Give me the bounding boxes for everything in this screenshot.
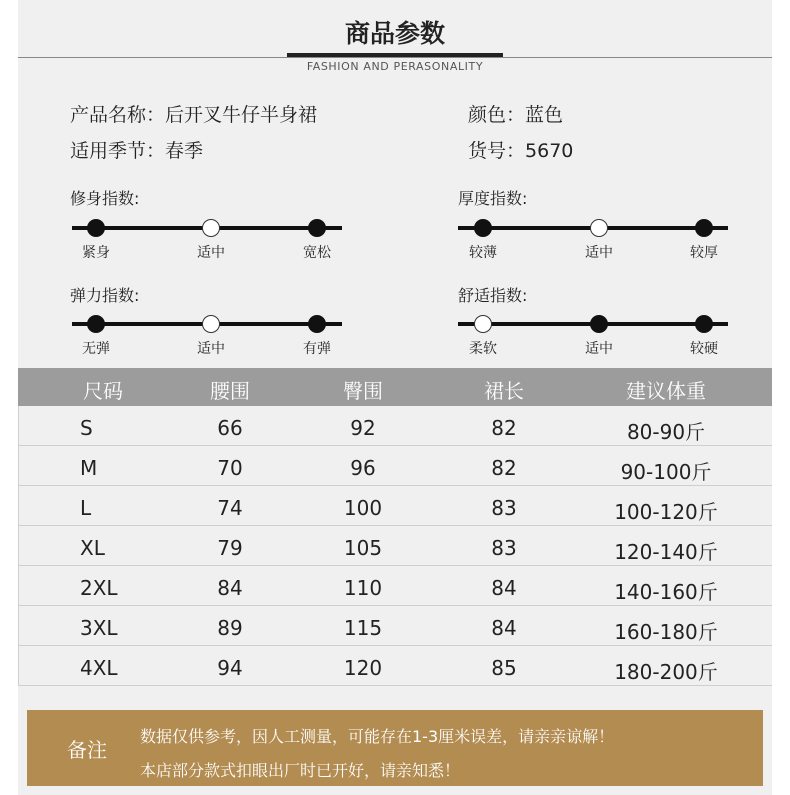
waist-cell: 66 [217,416,243,440]
comfort-index-label: 舒适指数: [458,286,528,305]
weight-cell: 160-180斤 [614,620,718,644]
table-row [18,646,772,686]
meter-label-low: 较薄 [469,245,497,261]
section-header [0,0,790,80]
thickness-index-meter [458,218,728,268]
meter-label-mid: 适中 [585,245,613,261]
meter-label-high: 宽松 [303,245,331,261]
size-cell: 4XL [80,656,118,680]
header-size: 尺码 [83,379,123,403]
size-cell: 2XL [80,576,118,600]
header-divider [18,57,772,58]
meter-dot [474,315,492,333]
sku-value: 5670 [525,140,574,162]
size-table [18,406,772,686]
comfort-index-meter [458,314,728,364]
meter-dot [202,315,220,333]
weight-cell: 80-90斤 [626,420,706,444]
meter-dot [474,219,492,237]
meter-label-mid: 适中 [197,341,225,357]
meter-dot [308,315,326,333]
waist-cell: 74 [217,496,243,520]
length-cell: 84 [491,616,517,640]
header-weight: 建议体重 [626,379,706,403]
table-row [18,446,772,486]
hip-cell: 96 [350,456,376,480]
size-cell: 3XL [80,616,118,640]
weight-cell: 100-120斤 [614,500,718,524]
table-row [18,566,772,606]
meter-dot [695,219,713,237]
hip-cell: 92 [350,416,376,440]
season-label: 适用季节： [70,140,166,162]
hip-cell: 100 [343,496,383,520]
size-cell: XL [80,536,105,560]
meter-label-low: 无弹 [82,341,110,357]
weight-cell: 180-200斤 [614,660,718,684]
length-cell: 84 [491,576,517,600]
waist-cell: 94 [217,656,243,680]
product-name-label: 产品名称： [70,104,166,126]
weight-cell: 90-100斤 [620,460,712,484]
product-name-row [70,100,317,127]
meter-label-low: 紧身 [82,245,110,261]
meter-dot [695,315,713,333]
waist-cell: 70 [217,456,243,480]
note-line-2: 本店部分款式扣眼出厂时已开好，请亲知悉！ [140,761,461,780]
size-cell: M [80,456,98,480]
length-cell: 83 [491,496,517,520]
table-row [18,406,772,446]
waist-cell: 89 [217,616,243,640]
meter-dot [87,219,105,237]
header-waist: 腰围 [210,379,250,403]
size-cell: S [80,416,93,440]
header-hip: 臀围 [343,379,383,403]
meter-label-high: 有弹 [303,341,331,357]
fit-index-label: 修身指数: [70,189,140,208]
color-value: 蓝色 [525,104,564,126]
sku-label: 货号： [468,140,526,162]
size-table-header [18,368,772,406]
stretch-index-label: 弹力指数: [70,286,140,305]
hip-cell: 110 [343,576,383,600]
meter-dot [202,219,220,237]
stretch-index-meter [72,314,342,364]
hip-cell: 105 [343,536,383,560]
header-length: 裙长 [484,379,524,403]
meter-label-high: 较硬 [690,341,718,357]
meter-label-low: 柔软 [469,341,497,357]
page-title: 商品参数 [344,19,445,48]
hip-cell: 115 [343,616,383,640]
meter-label-mid: 适中 [585,341,613,357]
table-row [18,486,772,526]
length-cell: 82 [491,456,517,480]
meter-dot [87,315,105,333]
meter-dot [590,315,608,333]
note-line-1: 数据仅供参考，因人工测量，可能存在1-3厘米误差，请亲亲谅解！ [140,727,615,746]
hip-cell: 120 [343,656,383,680]
meter-label-high: 较厚 [690,245,718,261]
table-row [18,526,772,566]
note-box [27,710,763,786]
waist-cell: 84 [217,576,243,600]
meter-label-mid: 适中 [197,245,225,261]
page-subtitle: FASHION AND PERASONALITY [306,60,484,73]
thickness-index-label: 厚度指数: [458,189,528,208]
product-name-value: 后开叉牛仔半身裙 [165,104,318,126]
meter-dot [308,219,326,237]
weight-cell: 140-160斤 [614,580,718,604]
waist-cell: 79 [217,536,243,560]
sku-row [468,136,573,163]
weight-cell: 120-140斤 [614,540,718,564]
color-label: 颜色： [468,104,526,126]
color-row [468,100,563,127]
size-cell: L [80,496,92,520]
length-cell: 83 [491,536,517,560]
table-row [18,606,772,646]
note-label: 备注 [67,738,107,762]
length-cell: 85 [491,656,517,680]
meter-dot [590,219,608,237]
fit-index-meter [72,218,342,268]
season-row [70,136,203,163]
length-cell: 82 [491,416,517,440]
season-value: 春季 [165,140,204,162]
